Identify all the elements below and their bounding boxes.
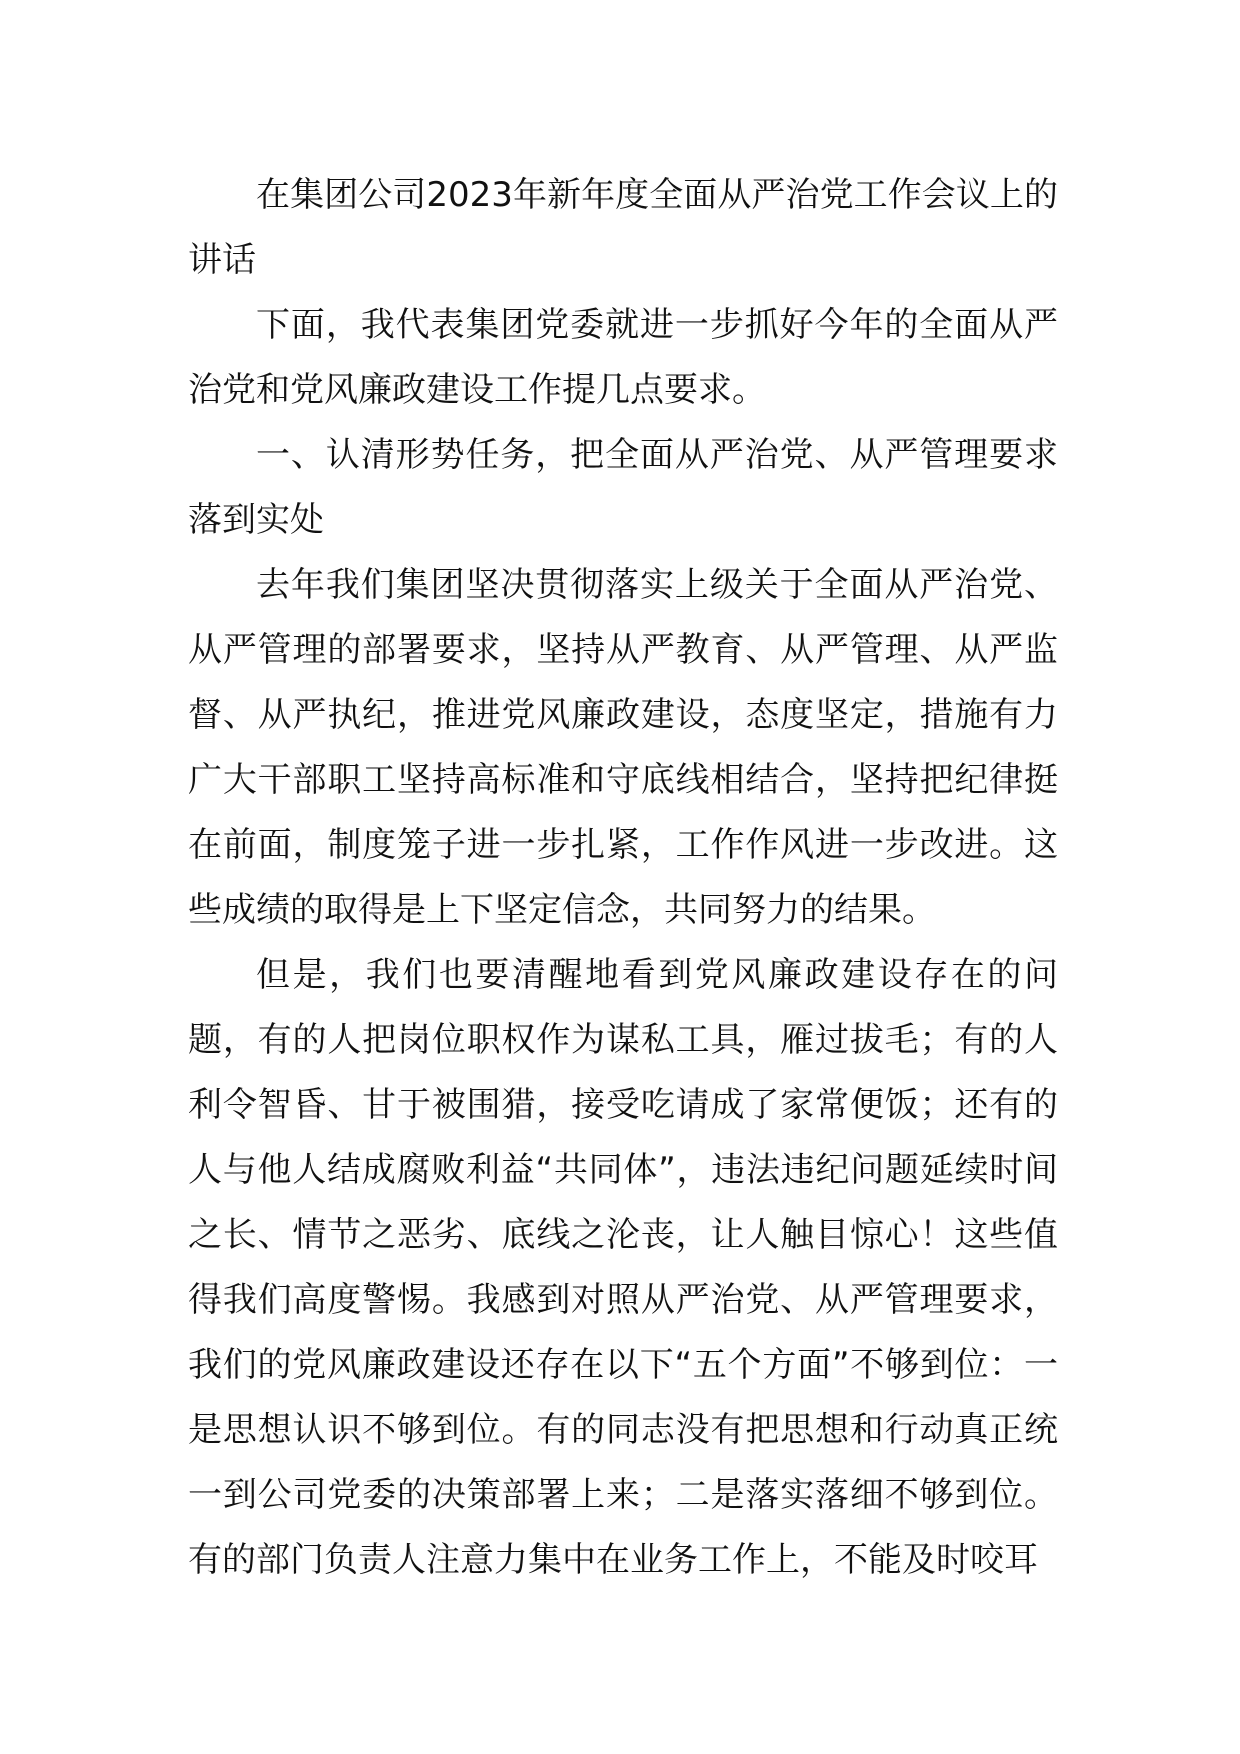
document-body [188, 163, 1058, 1593]
paragraph: 去年我们集团坚决贯彻落实上级关于全面从严治党、从严管理的部署要求，坚持从严教育、从严管理、从严监督、从严执纪，推进党风廉政建设，态度坚定，措施有力广大干部职工坚持高标准和守底线相结合，坚持把纪律挺在前面，制度笼子进一步扎紧，工作作风进一步改进。这些成绩的取得是上下坚定信念，共同努力的结果。 [188, 565, 1058, 930]
section-heading: 一、认清形势任务，把全面从严治党、从严管理要求落到实处 [188, 435, 1058, 540]
paragraph: 下面，我代表集团党委就进一步抓好今年的全面从严治党和党风廉政建设工作提几点要求。 [188, 305, 1058, 410]
paragraph: 但是，我们也要清醒地看到党风廉政建设存在的问题，有的人把岗位职权作为谋私工具，雁过拔毛；有的人利令智昏、甘于被围猎，接受吃请成了家常便饭；还有的人与他人结成腐败利益“共同体”，违法违纪问题延续时间之长、情节之恶劣、底线之沦丧，让人触目惊心！这些值得我们高度警惕。我感到对照从严治党、从严管理要求，我们的党风廉政建设还存在以下“五个方面”不够到位：一是思想认识不够到位。有的同志没有把思想和行动真正统一到公司党委的决策部署上来；二是落实落细不够到位。有的部门负责人注意力集中在业务工作上，不能及时咬耳 [188, 955, 1058, 1580]
document-title: 在集团公司2023年新年度全面从严治党工作会议上的讲话 [188, 175, 1058, 280]
